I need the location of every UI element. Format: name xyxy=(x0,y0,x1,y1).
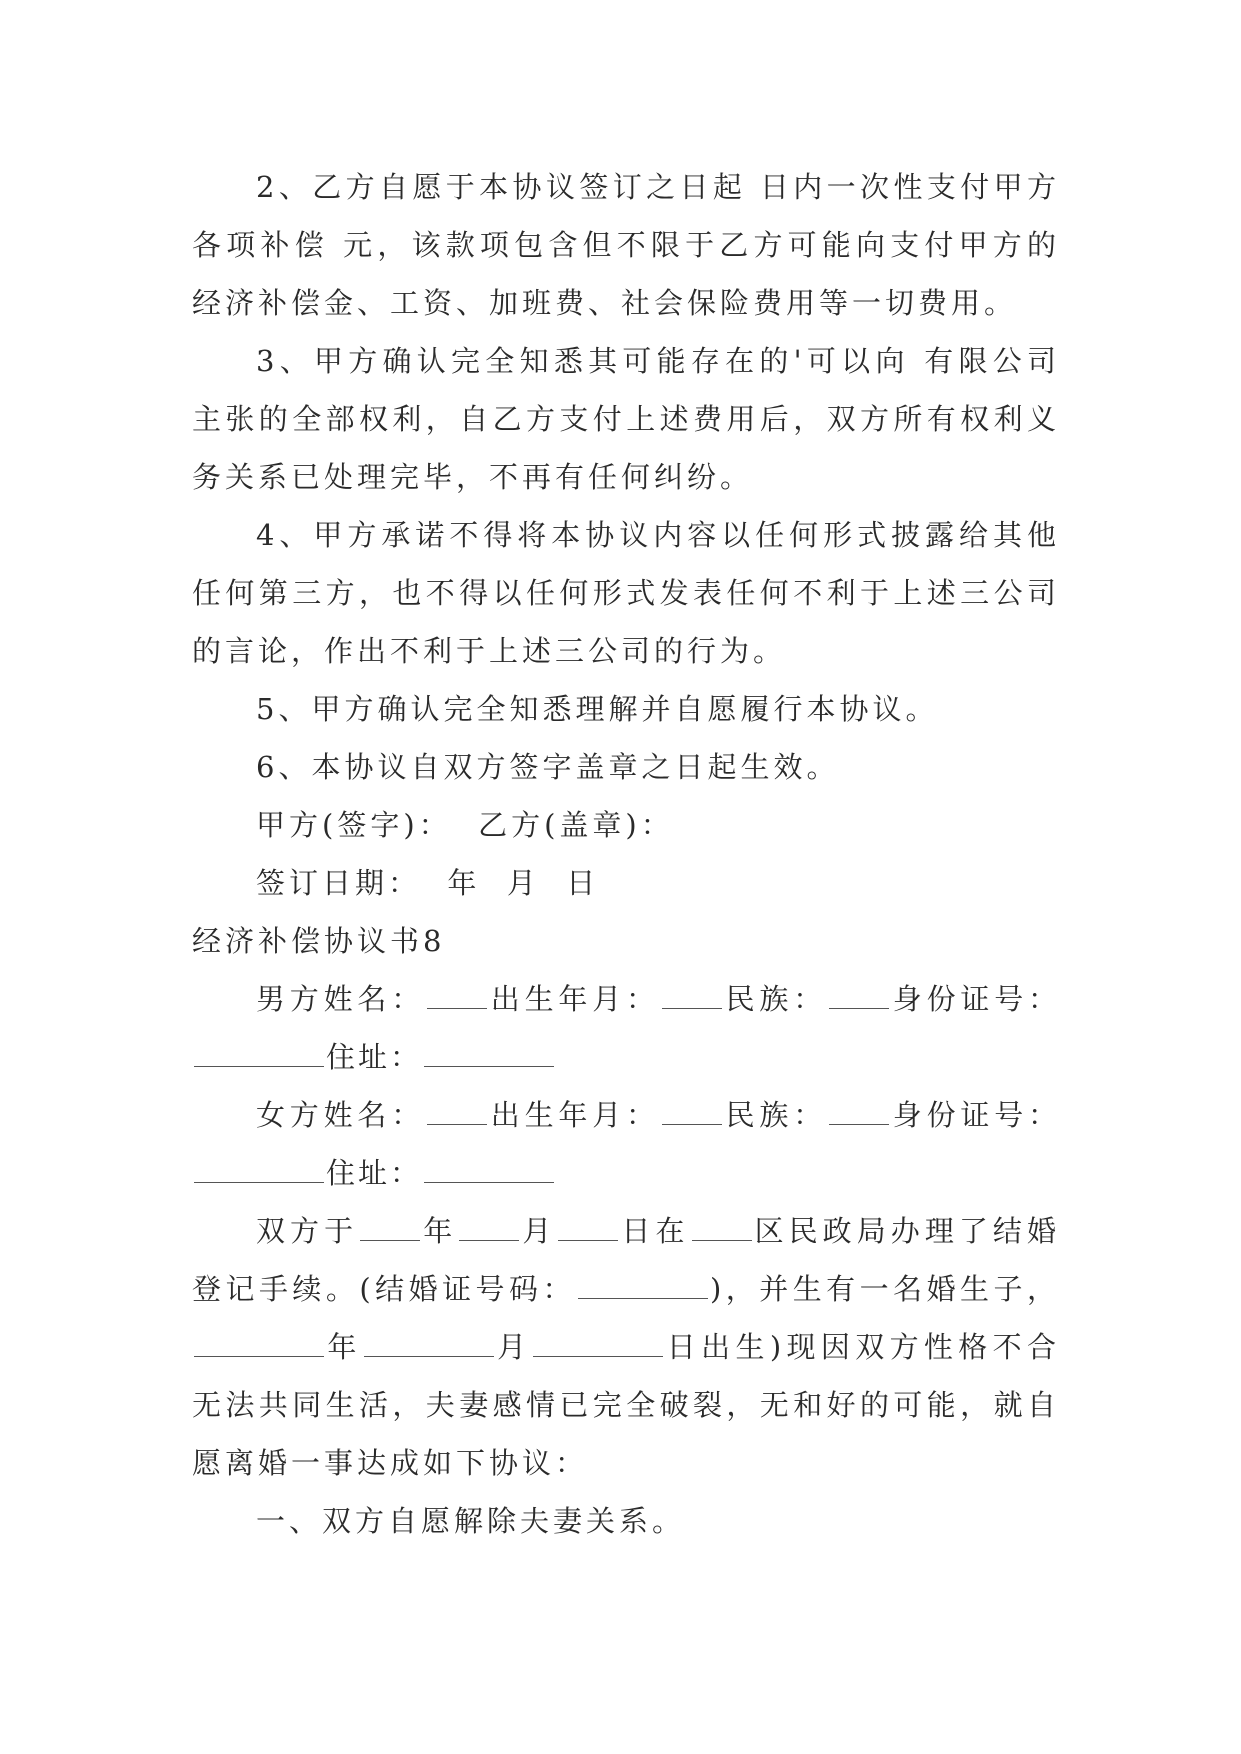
clause-2: 2、乙方自愿于本协议签订之日起 日内一次性支付甲方各项补偿 元，该款项包含但不限于乙方可能向支付甲方的经济补偿金、工资、加班费、社会保险费用等一切费用。 xyxy=(192,170,1060,320)
marriage-month-blank xyxy=(459,1210,519,1241)
male-name-label: 男方姓名： xyxy=(256,982,425,1016)
marriage-year-blank xyxy=(360,1210,420,1241)
marriage-district-blank xyxy=(692,1210,752,1241)
male-address-blank xyxy=(424,1036,554,1067)
item-1: 一、双方自愿解除夫妻关系。 xyxy=(256,1504,686,1538)
clause-3: 3、甲方确认完全知悉其可能存在的'可以向 有限公司主张的全部权利，自乙方支付上述费用后，双方所有权利义务关系已处理完毕，不再有任何纠纷。 xyxy=(192,344,1060,494)
female-ethnic-blank xyxy=(829,1094,889,1125)
marriage-text-3: 月 xyxy=(521,1214,557,1248)
marriage-text-2: 年 xyxy=(422,1214,458,1248)
female-id-label: 身份证号： xyxy=(891,1098,1060,1132)
female-name-label: 女方姓名： xyxy=(256,1098,425,1132)
clause-5: 5、甲方确认完全知悉理解并自愿履行本协议。 xyxy=(256,692,939,726)
section-title: 经济补偿协议书8 xyxy=(192,924,446,958)
marriage-text-1: 双方于 xyxy=(256,1214,359,1248)
child-month-blank xyxy=(364,1326,494,1357)
marriage-paragraph xyxy=(192,1202,1060,1492)
date-line: 签订日期： 年 月 日 xyxy=(256,866,600,900)
marriage-text-8: 月 xyxy=(495,1330,532,1364)
marriage-text-6: )，并生有一名婚生子， xyxy=(709,1272,1060,1306)
male-id-label: 身份证号： xyxy=(891,982,1060,1016)
male-id-blank xyxy=(194,1036,324,1067)
marriage-text-9: 日出生)现因双方性格不合无法共同生活，夫妻感情已完全破裂，无和好的可能，就自愿离婚一事达成如下协议： xyxy=(192,1330,1060,1480)
child-day-blank xyxy=(533,1326,663,1357)
male-ethnic-label: 民族： xyxy=(723,982,827,1016)
female-address-blank xyxy=(424,1152,554,1183)
female-address-label: 住址： xyxy=(326,1156,423,1190)
marriage-text-5: 区民政局办理了结婚登记手续。(结婚证号码： xyxy=(192,1214,1060,1306)
female-ethnic-label: 民族： xyxy=(723,1098,827,1132)
child-year-blank xyxy=(194,1326,324,1357)
marriage-day-blank xyxy=(558,1210,618,1241)
male-address-label: 住址： xyxy=(326,1040,423,1074)
marriage-text-4: 日在 xyxy=(620,1214,690,1248)
male-birth-blank xyxy=(662,978,722,1009)
marriage-text-7: 年 xyxy=(326,1330,362,1364)
female-birth-blank xyxy=(662,1094,722,1125)
clause-4: 4、甲方承诺不得将本协议内容以任何形式披露给其他任何第三方，也不得以任何形式发表任何不利于上述三公司的言论，作出不利于上述三公司的行为。 xyxy=(192,518,1060,668)
female-id-blank xyxy=(194,1152,324,1183)
female-name-blank xyxy=(427,1094,487,1125)
female-info xyxy=(192,1086,1060,1202)
marriage-cert-blank xyxy=(578,1268,708,1299)
clause-6: 6、本协议自双方签字盖章之日起生效。 xyxy=(256,750,840,784)
male-birth-label: 出生年月： xyxy=(489,982,660,1016)
female-birth-label: 出生年月： xyxy=(489,1098,660,1132)
male-ethnic-blank xyxy=(829,978,889,1009)
signature-line: 甲方(签字)： 乙方(盖章)： xyxy=(256,808,674,842)
male-name-blank xyxy=(427,978,487,1009)
male-info xyxy=(192,970,1060,1086)
document-body xyxy=(192,158,1060,1550)
